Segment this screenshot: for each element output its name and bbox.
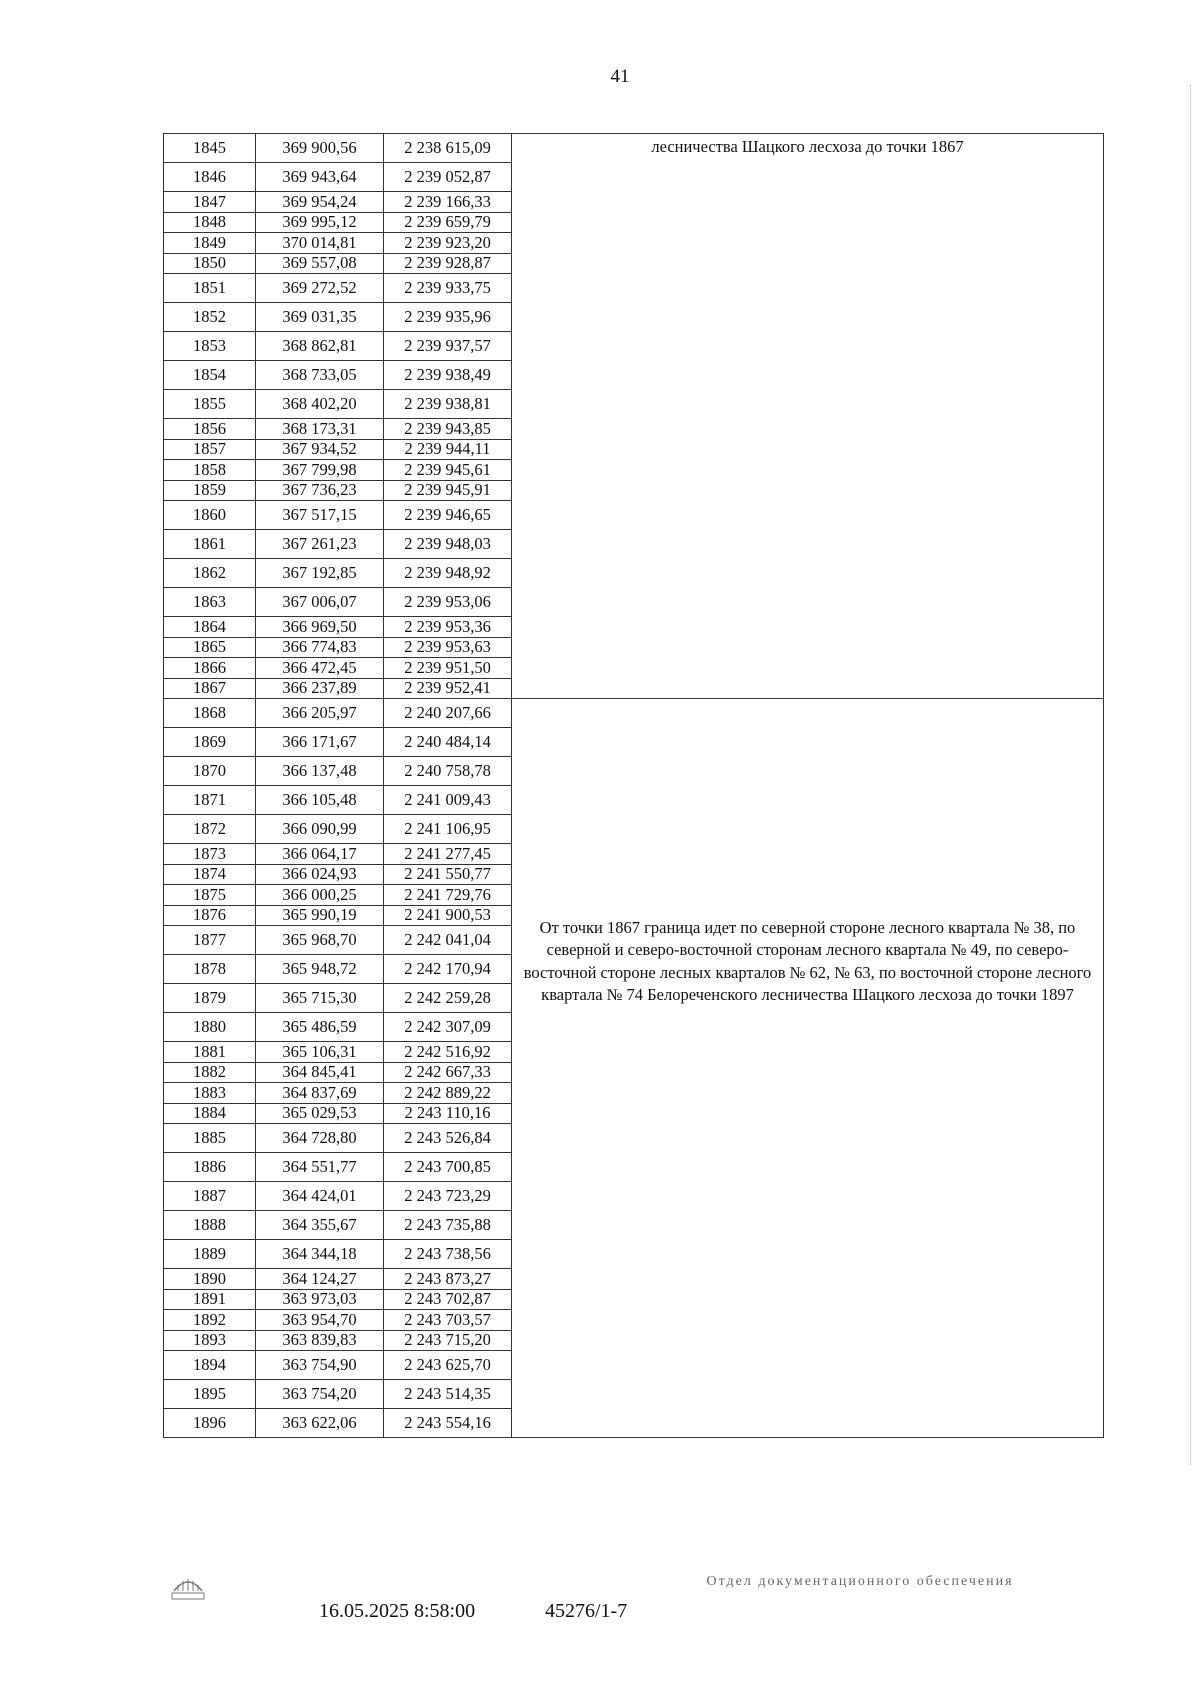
x-coordinate-cell: 364 124,27 — [256, 1269, 384, 1290]
row-number-cell: 1890 — [164, 1269, 256, 1290]
x-coordinate-cell: 366 105,48 — [256, 786, 384, 815]
row-number-cell: 1867 — [164, 678, 256, 699]
x-coordinate-cell: 369 031,35 — [256, 303, 384, 332]
y-coordinate-cell: 2 241 277,45 — [384, 844, 512, 865]
y-coordinate-cell: 2 243 735,88 — [384, 1211, 512, 1240]
x-coordinate-cell: 366 472,45 — [256, 658, 384, 679]
boundary-description-text: лесничества Шацкого лесхоза до точки 1867 — [651, 137, 964, 156]
x-coordinate-cell: 364 424,01 — [256, 1182, 384, 1211]
y-coordinate-cell: 2 239 166,33 — [384, 192, 512, 213]
x-coordinate-cell: 366 090,99 — [256, 815, 384, 844]
row-number-cell: 1889 — [164, 1240, 256, 1269]
row-number-cell: 1872 — [164, 815, 256, 844]
row-number-cell: 1858 — [164, 460, 256, 481]
x-coordinate-cell: 364 837,69 — [256, 1083, 384, 1104]
row-number-cell: 1862 — [164, 559, 256, 588]
row-number-cell: 1885 — [164, 1124, 256, 1153]
row-number-cell: 1871 — [164, 786, 256, 815]
row-number-cell: 1866 — [164, 658, 256, 679]
y-coordinate-cell: 2 243 625,70 — [384, 1351, 512, 1380]
row-number-cell: 1891 — [164, 1289, 256, 1310]
logo-icon — [168, 1565, 208, 1605]
y-coordinate-cell: 2 243 873,27 — [384, 1269, 512, 1290]
y-coordinate-cell: 2 239 923,20 — [384, 233, 512, 254]
x-coordinate-cell: 364 344,18 — [256, 1240, 384, 1269]
boundary-description-text: От точки 1867 граница идет по северной стороне лесного квартала № 38, по северной и северо-восточной сторонам лесного квартала № 49, по северо-восточной стороне лесных кварталов № 62, № 63, по восточной стороне лесного квартала № 74 Белореченского лесничества Шацкого лесхоза до точки 1897 — [523, 918, 1092, 1004]
x-coordinate-cell: 364 355,67 — [256, 1211, 384, 1240]
y-coordinate-cell: 2 242 889,22 — [384, 1083, 512, 1104]
row-number-cell: 1896 — [164, 1409, 256, 1438]
x-coordinate-cell: 364 728,80 — [256, 1124, 384, 1153]
x-coordinate-cell: 367 934,52 — [256, 439, 384, 460]
x-coordinate-cell: 368 733,05 — [256, 361, 384, 390]
row-number-cell: 1886 — [164, 1153, 256, 1182]
y-coordinate-cell: 2 243 723,29 — [384, 1182, 512, 1211]
y-coordinate-cell: 2 243 110,16 — [384, 1103, 512, 1124]
y-coordinate-cell: 2 239 937,57 — [384, 332, 512, 361]
table-row — [164, 134, 1104, 163]
row-number-cell: 1880 — [164, 1013, 256, 1042]
x-coordinate-cell: 367 261,23 — [256, 530, 384, 559]
row-number-cell: 1887 — [164, 1182, 256, 1211]
x-coordinate-cell: 366 000,25 — [256, 885, 384, 906]
y-coordinate-cell: 2 243 738,56 — [384, 1240, 512, 1269]
row-number-cell: 1853 — [164, 332, 256, 361]
y-coordinate-cell: 2 239 928,87 — [384, 253, 512, 274]
x-coordinate-cell: 367 517,15 — [256, 501, 384, 530]
table-row — [164, 699, 1104, 728]
row-number-cell: 1856 — [164, 419, 256, 440]
row-number-cell: 1848 — [164, 212, 256, 233]
y-coordinate-cell: 2 242 307,09 — [384, 1013, 512, 1042]
row-number-cell: 1873 — [164, 844, 256, 865]
row-number-cell: 1876 — [164, 905, 256, 926]
y-coordinate-cell: 2 241 550,77 — [384, 864, 512, 885]
x-coordinate-cell: 365 106,31 — [256, 1042, 384, 1063]
row-number-cell: 1847 — [164, 192, 256, 213]
x-coordinate-cell: 368 173,31 — [256, 419, 384, 440]
y-coordinate-cell: 2 239 943,85 — [384, 419, 512, 440]
y-coordinate-cell: 2 241 729,76 — [384, 885, 512, 906]
y-coordinate-cell: 2 242 516,92 — [384, 1042, 512, 1063]
y-coordinate-cell: 2 239 945,91 — [384, 480, 512, 501]
x-coordinate-cell: 365 968,70 — [256, 926, 384, 955]
y-coordinate-cell: 2 239 953,63 — [384, 637, 512, 658]
row-number-cell: 1857 — [164, 439, 256, 460]
x-coordinate-cell: 365 715,30 — [256, 984, 384, 1013]
row-number-cell: 1894 — [164, 1351, 256, 1380]
x-coordinate-cell: 369 557,08 — [256, 253, 384, 274]
row-number-cell: 1874 — [164, 864, 256, 885]
y-coordinate-cell: 2 243 700,85 — [384, 1153, 512, 1182]
y-coordinate-cell: 2 240 758,78 — [384, 757, 512, 786]
row-number-cell: 1865 — [164, 637, 256, 658]
y-coordinate-cell: 2 242 667,33 — [384, 1062, 512, 1083]
y-coordinate-cell: 2 240 207,66 — [384, 699, 512, 728]
row-number-cell: 1875 — [164, 885, 256, 906]
y-coordinate-cell: 2 238 615,09 — [384, 134, 512, 163]
y-coordinate-cell: 2 239 953,06 — [384, 588, 512, 617]
row-number-cell: 1849 — [164, 233, 256, 254]
row-number-cell: 1893 — [164, 1330, 256, 1351]
x-coordinate-cell: 363 973,03 — [256, 1289, 384, 1310]
x-coordinate-cell: 367 736,23 — [256, 480, 384, 501]
x-coordinate-cell: 366 171,67 — [256, 728, 384, 757]
row-number-cell: 1881 — [164, 1042, 256, 1063]
row-number-cell: 1877 — [164, 926, 256, 955]
y-coordinate-cell: 2 239 944,11 — [384, 439, 512, 460]
x-coordinate-cell: 363 754,90 — [256, 1351, 384, 1380]
row-number-cell: 1861 — [164, 530, 256, 559]
coordinates-table — [163, 133, 1104, 1438]
y-coordinate-cell: 2 239 052,87 — [384, 163, 512, 192]
y-coordinate-cell: 2 241 106,95 — [384, 815, 512, 844]
x-coordinate-cell: 365 029,53 — [256, 1103, 384, 1124]
row-number-cell: 1863 — [164, 588, 256, 617]
x-coordinate-cell: 364 551,77 — [256, 1153, 384, 1182]
x-coordinate-cell: 363 954,70 — [256, 1310, 384, 1331]
boundary-description-cell — [512, 134, 1104, 699]
row-number-cell: 1870 — [164, 757, 256, 786]
row-number-cell: 1851 — [164, 274, 256, 303]
y-coordinate-cell: 2 243 554,16 — [384, 1409, 512, 1438]
y-coordinate-cell: 2 239 948,03 — [384, 530, 512, 559]
y-coordinate-cell: 2 241 900,53 — [384, 905, 512, 926]
x-coordinate-cell: 368 402,20 — [256, 390, 384, 419]
y-coordinate-cell: 2 239 953,36 — [384, 617, 512, 638]
x-coordinate-cell: 369 943,64 — [256, 163, 384, 192]
y-coordinate-cell: 2 242 170,94 — [384, 955, 512, 984]
y-coordinate-cell: 2 239 945,61 — [384, 460, 512, 481]
x-coordinate-cell: 363 839,83 — [256, 1330, 384, 1351]
y-coordinate-cell: 2 239 938,49 — [384, 361, 512, 390]
row-number-cell: 1846 — [164, 163, 256, 192]
x-coordinate-cell: 366 969,50 — [256, 617, 384, 638]
y-coordinate-cell: 2 243 702,87 — [384, 1289, 512, 1310]
y-coordinate-cell: 2 239 951,50 — [384, 658, 512, 679]
y-coordinate-cell: 2 242 041,04 — [384, 926, 512, 955]
x-coordinate-cell: 366 137,48 — [256, 757, 384, 786]
row-number-cell: 1884 — [164, 1103, 256, 1124]
y-coordinate-cell: 2 239 952,41 — [384, 678, 512, 699]
row-number-cell: 1860 — [164, 501, 256, 530]
x-coordinate-cell: 369 954,24 — [256, 192, 384, 213]
y-coordinate-cell: 2 243 703,57 — [384, 1310, 512, 1331]
row-number-cell: 1895 — [164, 1380, 256, 1409]
x-coordinate-cell: 367 799,98 — [256, 460, 384, 481]
x-coordinate-cell: 369 995,12 — [256, 212, 384, 233]
row-number-cell: 1868 — [164, 699, 256, 728]
y-coordinate-cell: 2 241 009,43 — [384, 786, 512, 815]
scan-margin-line — [1190, 85, 1192, 1465]
y-coordinate-cell: 2 239 933,75 — [384, 274, 512, 303]
x-coordinate-cell: 370 014,81 — [256, 233, 384, 254]
row-number-cell: 1878 — [164, 955, 256, 984]
x-coordinate-cell: 367 006,07 — [256, 588, 384, 617]
y-coordinate-cell: 2 240 484,14 — [384, 728, 512, 757]
x-coordinate-cell: 366 024,93 — [256, 864, 384, 885]
y-coordinate-cell: 2 239 938,81 — [384, 390, 512, 419]
y-coordinate-cell: 2 239 659,79 — [384, 212, 512, 233]
x-coordinate-cell: 369 900,56 — [256, 134, 384, 163]
y-coordinate-cell: 2 243 514,35 — [384, 1380, 512, 1409]
x-coordinate-cell: 366 774,83 — [256, 637, 384, 658]
row-number-cell: 1852 — [164, 303, 256, 332]
y-coordinate-cell: 2 243 526,84 — [384, 1124, 512, 1153]
row-number-cell: 1888 — [164, 1211, 256, 1240]
row-number-cell: 1850 — [164, 253, 256, 274]
x-coordinate-cell: 367 192,85 — [256, 559, 384, 588]
row-number-cell: 1892 — [164, 1310, 256, 1331]
x-coordinate-cell: 366 237,89 — [256, 678, 384, 699]
row-number-cell: 1882 — [164, 1062, 256, 1083]
page-number: 41 — [610, 66, 630, 87]
x-coordinate-cell: 366 205,97 — [256, 699, 384, 728]
y-coordinate-cell: 2 242 259,28 — [384, 984, 512, 1013]
x-coordinate-cell: 369 272,52 — [256, 274, 384, 303]
x-coordinate-cell: 363 754,20 — [256, 1380, 384, 1409]
row-number-cell: 1854 — [164, 361, 256, 390]
row-number-cell: 1869 — [164, 728, 256, 757]
row-number-cell: 1879 — [164, 984, 256, 1013]
y-coordinate-cell: 2 243 715,20 — [384, 1330, 512, 1351]
coordinates-table-body — [164, 134, 1104, 1438]
footer-date: 16.05.2025 8:58:00 — [319, 1600, 476, 1622]
footer-stamp: Отдел документационного обеспечения — [706, 1574, 1014, 1589]
y-coordinate-cell: 2 239 946,65 — [384, 501, 512, 530]
x-coordinate-cell: 365 948,72 — [256, 955, 384, 984]
row-number-cell: 1855 — [164, 390, 256, 419]
row-number-cell: 1864 — [164, 617, 256, 638]
y-coordinate-cell: 2 239 948,92 — [384, 559, 512, 588]
row-number-cell: 1859 — [164, 480, 256, 501]
x-coordinate-cell: 363 622,06 — [256, 1409, 384, 1438]
row-number-cell: 1883 — [164, 1083, 256, 1104]
y-coordinate-cell: 2 239 935,96 — [384, 303, 512, 332]
x-coordinate-cell: 365 486,59 — [256, 1013, 384, 1042]
x-coordinate-cell: 368 862,81 — [256, 332, 384, 361]
boundary-description-cell — [512, 699, 1104, 1438]
x-coordinate-cell: 366 064,17 — [256, 844, 384, 865]
x-coordinate-cell: 365 990,19 — [256, 905, 384, 926]
row-number-cell: 1845 — [164, 134, 256, 163]
footer-doc-number: 45276/1-7 — [545, 1600, 628, 1622]
x-coordinate-cell: 364 845,41 — [256, 1062, 384, 1083]
